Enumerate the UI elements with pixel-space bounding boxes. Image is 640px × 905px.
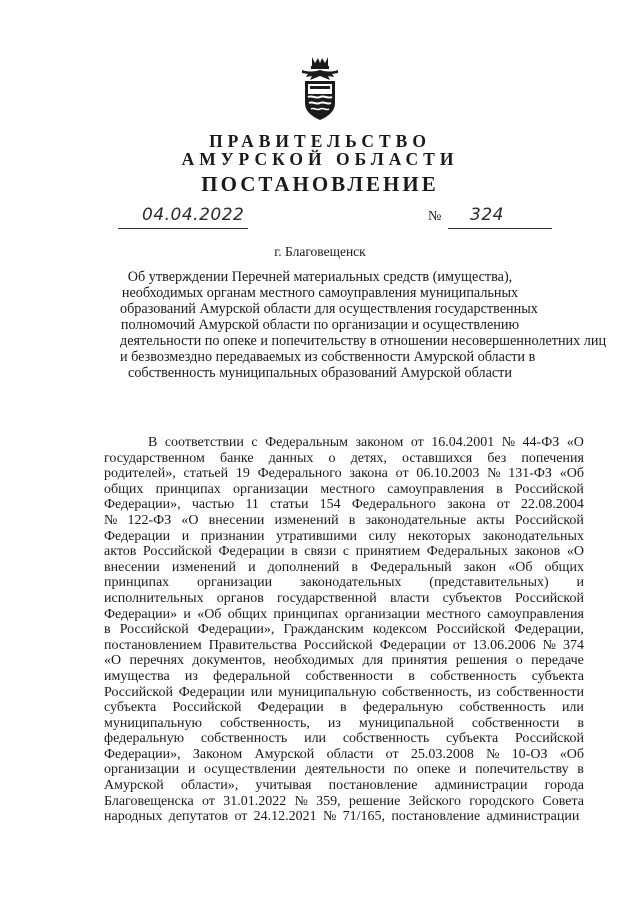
body-word: Федерации <box>218 544 285 560</box>
body-word: в <box>577 715 584 731</box>
body-word: в <box>577 762 584 778</box>
body-word: решения <box>455 653 508 669</box>
body-word: и <box>458 762 467 778</box>
body-text-line <box>104 591 584 607</box>
body-word: организации <box>232 481 309 497</box>
title-line: Об утверждении Перечней материальных средств (имущества), <box>127 269 513 285</box>
document-title <box>120 269 607 381</box>
body-word: Гражданским <box>283 622 364 638</box>
body-text-line <box>104 622 584 638</box>
title-line: и безвозмездно передаваемых из собственности Амурской области в <box>120 349 536 365</box>
body-word: Российской <box>104 684 173 700</box>
body-word: депутатов <box>168 809 229 825</box>
body-text-line <box>104 685 584 701</box>
body-word: законов <box>514 544 561 560</box>
body-word: субъекта <box>446 731 499 747</box>
body-word: Амурской <box>104 778 164 794</box>
body-word: с <box>342 544 350 560</box>
body-word: федеральную <box>362 700 443 716</box>
body-word: государственном <box>104 450 205 466</box>
body-text-line <box>104 435 584 451</box>
body-word: собственность, <box>219 715 310 731</box>
document-date-field <box>118 203 248 229</box>
body-word: попечительству <box>475 762 569 778</box>
body-word: народных <box>104 809 163 825</box>
body-text-line <box>104 513 584 529</box>
body-word: и <box>181 528 190 544</box>
body-word: от <box>496 497 510 513</box>
body-text-line <box>104 529 584 545</box>
body-word: Российской <box>514 512 584 528</box>
body-word: в <box>351 559 359 575</box>
body-word: «Об <box>508 559 533 575</box>
body-word: перечнях <box>129 653 185 669</box>
body-word: субъекта <box>531 668 584 684</box>
body-word: Федерации», <box>197 622 275 638</box>
body-word: Федеральным <box>265 435 348 450</box>
body-word: общих <box>104 481 144 497</box>
body-word: собственности <box>496 684 584 700</box>
body-word: Законом <box>192 746 243 762</box>
body-word: из <box>327 715 341 731</box>
body-word: № <box>501 435 516 450</box>
body-word: и <box>248 559 256 575</box>
body-word: из <box>184 668 198 684</box>
body-word: «Об <box>559 746 584 762</box>
body-word: принципах <box>155 481 221 497</box>
body-word: данных <box>268 450 314 466</box>
body-word: 06.10.2003 <box>416 466 480 482</box>
body-word: передаче <box>531 653 584 669</box>
body-text-line <box>104 731 584 747</box>
body-word: банке <box>220 450 254 466</box>
body-word: принятия <box>391 653 448 669</box>
body-word: 25.03.2008 <box>410 746 474 762</box>
body-word: Амурской <box>254 746 315 762</box>
body-word: от <box>410 435 424 450</box>
body-word: Правительства <box>208 637 297 653</box>
body-word: детях, <box>350 450 387 466</box>
body-word: силу <box>368 528 397 544</box>
body-word: законодательных <box>299 575 402 591</box>
body-word: с <box>251 435 258 450</box>
number-sign: № <box>428 209 442 224</box>
body-word: Российской <box>436 622 506 638</box>
body-word: субъекта <box>104 700 157 716</box>
number-underline <box>448 228 552 229</box>
body-word: закона <box>447 497 486 513</box>
body-text-line <box>104 653 584 669</box>
body-text-line <box>104 809 584 825</box>
body-word: 10-ОЗ <box>511 746 548 762</box>
body-word: соответствии <box>164 435 244 450</box>
document-number: 324 <box>470 205 504 225</box>
body-word: администрации <box>486 809 580 825</box>
body-word: Федерации», <box>104 497 181 513</box>
body-word: области <box>326 746 374 762</box>
body-word: внесении <box>208 512 265 528</box>
body-word: от <box>201 793 215 809</box>
body-word: «О <box>181 512 199 528</box>
body-word: закон <box>463 559 497 575</box>
body-word: осуществлении <box>204 762 297 778</box>
body-text-line <box>104 451 584 467</box>
body-word: утратившими <box>276 528 358 544</box>
body-word: постановление <box>328 778 418 794</box>
body-word: частью <box>191 497 235 513</box>
body-word: законодательные <box>365 512 467 528</box>
body-word: по <box>393 762 409 778</box>
body-word: необходимых <box>273 653 355 669</box>
body-word: города <box>544 778 584 794</box>
body-word: учитывая <box>255 778 312 794</box>
organization-name-line1: ПРАВИТЕЛЬСТВО <box>209 131 431 151</box>
body-word: признании <box>200 528 265 544</box>
body-word: городского <box>469 793 535 809</box>
body-word: Федерального <box>351 497 436 513</box>
body-word: федеральной <box>213 668 291 684</box>
body-word: в <box>340 700 347 716</box>
body-word: 19 <box>235 466 250 482</box>
body-word: 131-ФЗ <box>508 466 552 482</box>
body-word: 154 <box>319 497 341 513</box>
body-word: некоторых <box>407 528 471 544</box>
body-word: от <box>385 746 399 762</box>
body-word: 71/165, <box>342 809 386 825</box>
body-text-line <box>104 544 584 560</box>
body-word: «О <box>566 435 584 450</box>
title-line: полномочий Амурской области по организации и осуществлению <box>120 317 520 333</box>
body-word: Федерации <box>379 637 446 653</box>
body-text-line <box>104 466 584 482</box>
body-word: собственность <box>200 731 288 747</box>
title-line: необходимых органам местного самоуправления муниципальных <box>121 285 519 301</box>
body-word: исполнительных <box>104 590 204 606</box>
body-word: организации <box>344 606 421 622</box>
body-text-line <box>104 762 584 778</box>
body-text-line <box>104 794 584 810</box>
body-word: и <box>183 606 191 622</box>
document-body <box>104 435 584 825</box>
body-word: муниципальную <box>278 684 377 700</box>
document-date: 04.04.2022 <box>142 205 245 225</box>
body-word: Российской <box>514 481 584 497</box>
title-line: образований Амурской области для осуществления государственных <box>120 301 538 317</box>
body-word: № <box>294 793 308 809</box>
body-text-line <box>104 669 584 685</box>
body-word: Федерации» <box>104 606 178 622</box>
body-word: власти <box>389 590 430 606</box>
body-word: в <box>104 622 111 638</box>
body-word: общих <box>544 559 584 575</box>
body-word: в <box>291 544 298 560</box>
body-text-line <box>104 747 584 763</box>
body-word: от <box>452 637 466 653</box>
body-word: изменений <box>274 512 339 528</box>
body-word: постановлением <box>104 637 202 653</box>
body-word: самоуправления <box>487 606 584 622</box>
body-word: изменений <box>171 559 236 575</box>
amur-oblast-coat-of-arms-icon <box>298 55 342 123</box>
body-word: Российской <box>514 731 584 747</box>
document-number-field <box>428 203 552 229</box>
body-word: Российской <box>172 700 242 716</box>
body-word: собственность <box>430 668 517 684</box>
body-word: кодексом <box>372 622 428 638</box>
body-word: собственность <box>459 700 546 716</box>
body-word: В <box>148 435 158 450</box>
body-word: организации <box>196 575 273 591</box>
body-word: № <box>487 466 501 482</box>
body-word: федеральную <box>104 731 185 747</box>
body-text-line <box>104 716 584 732</box>
body-word: без <box>487 450 507 466</box>
body-word: самоуправления <box>387 481 484 497</box>
body-word: местного <box>320 481 375 497</box>
body-word: акты <box>476 512 505 528</box>
body-word: попечения <box>521 450 584 466</box>
body-word: из <box>477 684 491 700</box>
body-word: Федерального <box>257 466 342 482</box>
body-word: «О <box>104 653 122 669</box>
date-underline <box>118 228 248 229</box>
organization-name-line2: АМУРСКОЙ ОБЛАСТИ <box>181 149 459 169</box>
body-word: Совета <box>542 793 584 809</box>
body-word: общих <box>227 606 268 622</box>
body-word: собственность <box>342 731 430 747</box>
body-word: Российской <box>119 622 189 638</box>
city-of-issue: г. Благовещенск <box>274 244 366 259</box>
body-word: постановление <box>391 809 481 825</box>
body-word: или <box>304 731 327 747</box>
body-word: Федеральный <box>370 559 452 575</box>
body-word: в <box>496 481 503 497</box>
body-word: 31.01.2022 <box>223 793 287 809</box>
body-word: или <box>561 700 584 716</box>
body-word: и <box>576 575 584 591</box>
body-text-line <box>104 700 584 716</box>
body-word: принятием <box>355 544 421 560</box>
body-word: или <box>250 684 273 700</box>
document-type-heading: ПОСТАНОВЛЕНИЕ <box>201 172 439 196</box>
body-word: № <box>486 746 500 762</box>
body-word: «Об <box>559 466 584 482</box>
body-word: администрации <box>434 778 528 794</box>
body-word: опеке <box>416 762 451 778</box>
body-text-line <box>104 497 584 513</box>
body-word: Российской <box>303 637 373 653</box>
title-line: деятельности по опеке и попечительству в отношении несовершеннолетних лиц <box>120 333 607 349</box>
body-text-line <box>104 560 584 576</box>
body-word: № <box>322 809 337 825</box>
body-word: органов <box>216 590 264 606</box>
body-word: Благовещенска <box>104 793 194 809</box>
body-word: от <box>395 466 409 482</box>
body-word: принципах <box>273 606 339 622</box>
body-word: в <box>348 512 356 528</box>
body-word: Федерации <box>257 700 324 716</box>
body-word: области», <box>180 778 239 794</box>
body-text-line <box>104 575 584 591</box>
body-word: документов, <box>192 653 266 669</box>
body-word: № <box>542 637 556 653</box>
body-word: внесении <box>104 559 160 575</box>
body-word: принципах <box>104 575 170 591</box>
body-word: Российской <box>514 590 584 606</box>
body-word: статьей <box>183 466 229 482</box>
body-word: решение <box>348 793 401 809</box>
body-word: 22.08.2004 <box>520 497 584 513</box>
body-word: Федерации <box>178 684 245 700</box>
body-word: для <box>362 653 384 669</box>
body-word: 11 <box>245 497 259 513</box>
body-word: 13.06.2006 <box>472 637 536 653</box>
body-word: и <box>187 762 196 778</box>
body-word: «О <box>566 544 584 560</box>
body-word: актов <box>104 544 137 560</box>
body-word: Зейского <box>408 793 462 809</box>
body-word: № <box>104 512 118 528</box>
body-word: имущества <box>104 668 170 684</box>
body-word: 374 <box>562 637 584 653</box>
body-text-line <box>104 778 584 794</box>
body-text-line <box>104 607 584 623</box>
body-word: от <box>234 809 248 825</box>
body-word: собственности <box>305 668 394 684</box>
body-word: 24.12.2021 <box>253 809 317 825</box>
body-word: 16.04.2001 <box>431 435 495 450</box>
body-word: родителей», <box>104 466 176 482</box>
body-word: связи <box>304 544 337 560</box>
body-text-line <box>104 638 584 654</box>
body-word: деятельности <box>304 762 385 778</box>
body-word: законодательных <box>482 528 584 544</box>
body-word: закона <box>349 466 388 482</box>
body-word: 359, <box>316 793 341 809</box>
body-word: оставшихся <box>402 450 473 466</box>
body-word: субъектов <box>442 590 502 606</box>
body-word: «Об <box>197 606 222 622</box>
body-word: законом <box>355 435 404 450</box>
body-word: организации <box>104 762 180 778</box>
body-word: Российской <box>142 544 212 560</box>
body-word: 122-ФЗ <box>127 512 172 528</box>
body-word: 44-ФЗ <box>522 435 560 450</box>
body-word: в <box>408 668 415 684</box>
body-word: о <box>515 653 523 669</box>
body-word: о <box>328 450 336 466</box>
body-text-line <box>104 482 584 498</box>
body-word: (представительных) <box>429 575 549 591</box>
body-word: дополнений <box>267 559 340 575</box>
body-word: муниципальную <box>104 715 202 731</box>
body-word: Федерации, <box>514 622 584 638</box>
body-word: Федеральных <box>426 544 508 560</box>
body-word: статьи <box>270 497 309 513</box>
title-line: собственность муниципальных образований Амурской области <box>128 365 512 381</box>
body-word: муниципальной <box>358 715 454 731</box>
body-word: государственной <box>277 590 377 606</box>
body-word: собственность, <box>381 684 472 700</box>
body-word: собственности <box>471 715 560 731</box>
body-word: Федерации <box>104 528 171 544</box>
body-word: местного <box>426 606 481 622</box>
body-word: Федерации», <box>104 746 181 762</box>
